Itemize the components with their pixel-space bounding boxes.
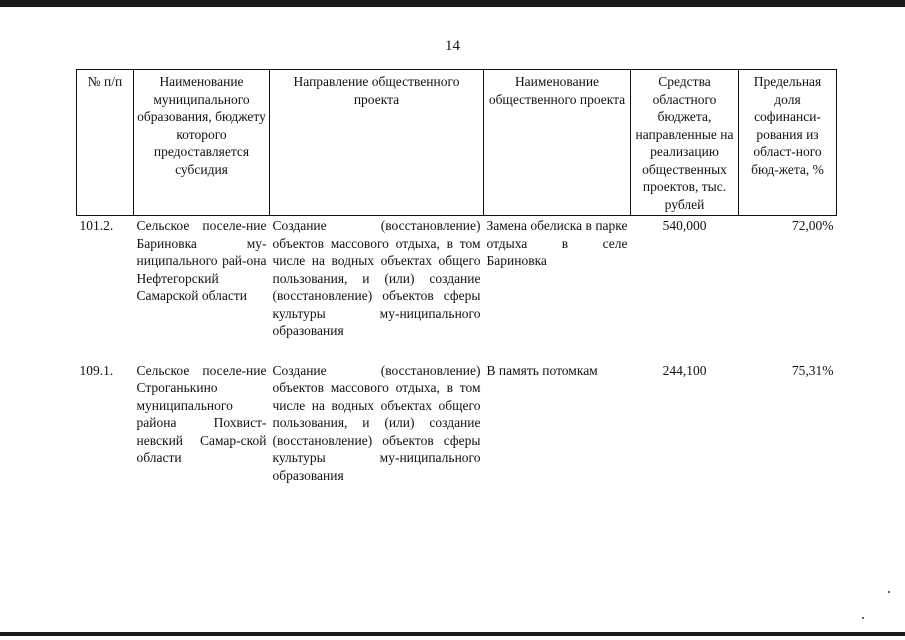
cell-share: 75,31%	[791, 362, 834, 378]
header-funds: Средства областного бюджета, направленные на реализацию общественных проектов, тыс. рублей	[631, 70, 739, 216]
header-share: Предельная доля софинанси-рования из област-ного бюд-жета, %	[739, 70, 837, 216]
scan-speck	[888, 591, 890, 593]
cell-direction: Создание (восстановление) объектов массового отдыха, в том числе на водных объектах общего пользования, и (или) создание (восстановление) объектов сферы культуры му-ниципального образования	[272, 362, 481, 483]
cell-municipality: Сельское поселе-ние Бариновка му-ниципального рай-она Нефтегорский Самарской области	[136, 218, 267, 303]
table-row	[77, 216, 837, 362]
scan-speck	[862, 617, 864, 619]
scan-edge-top	[0, 0, 905, 7]
header-project-name: Наименование общественного проекта	[484, 70, 631, 216]
cell-project-name: В память потомкам	[486, 362, 598, 378]
cell-project-name: Замена обелиска в парке отдыха в селе Бариновка	[486, 218, 628, 268]
cell-share: 72,00%	[791, 218, 834, 233]
table-header-row	[77, 70, 837, 216]
page-number: 14	[445, 38, 460, 54]
header-direction: Направление общественного проекта	[270, 70, 484, 216]
cell-number: 109.1.	[79, 362, 114, 378]
subsidy-table	[76, 69, 837, 506]
cell-direction: Создание (восстановление) объектов массового отдыха, в том числе на водных объектах общего пользования, и (или) создание (восстановление) объектов сферы культуры му-ниципального образования	[272, 218, 481, 338]
cell-number: 101.2.	[79, 218, 114, 233]
header-municipality: Наименование муниципального образования, бюджету которого предоставляется субсидия	[134, 70, 270, 216]
header-number: № п/п	[77, 70, 134, 216]
scan-edge-bottom	[0, 632, 905, 636]
cell-funds: 244,100	[662, 362, 707, 378]
cell-municipality: Сельское поселе-ние Строганькино муниципального района Похвист-невский Самар-ской области	[136, 362, 267, 465]
table-row	[77, 362, 837, 507]
cell-funds: 540,000	[662, 218, 707, 233]
